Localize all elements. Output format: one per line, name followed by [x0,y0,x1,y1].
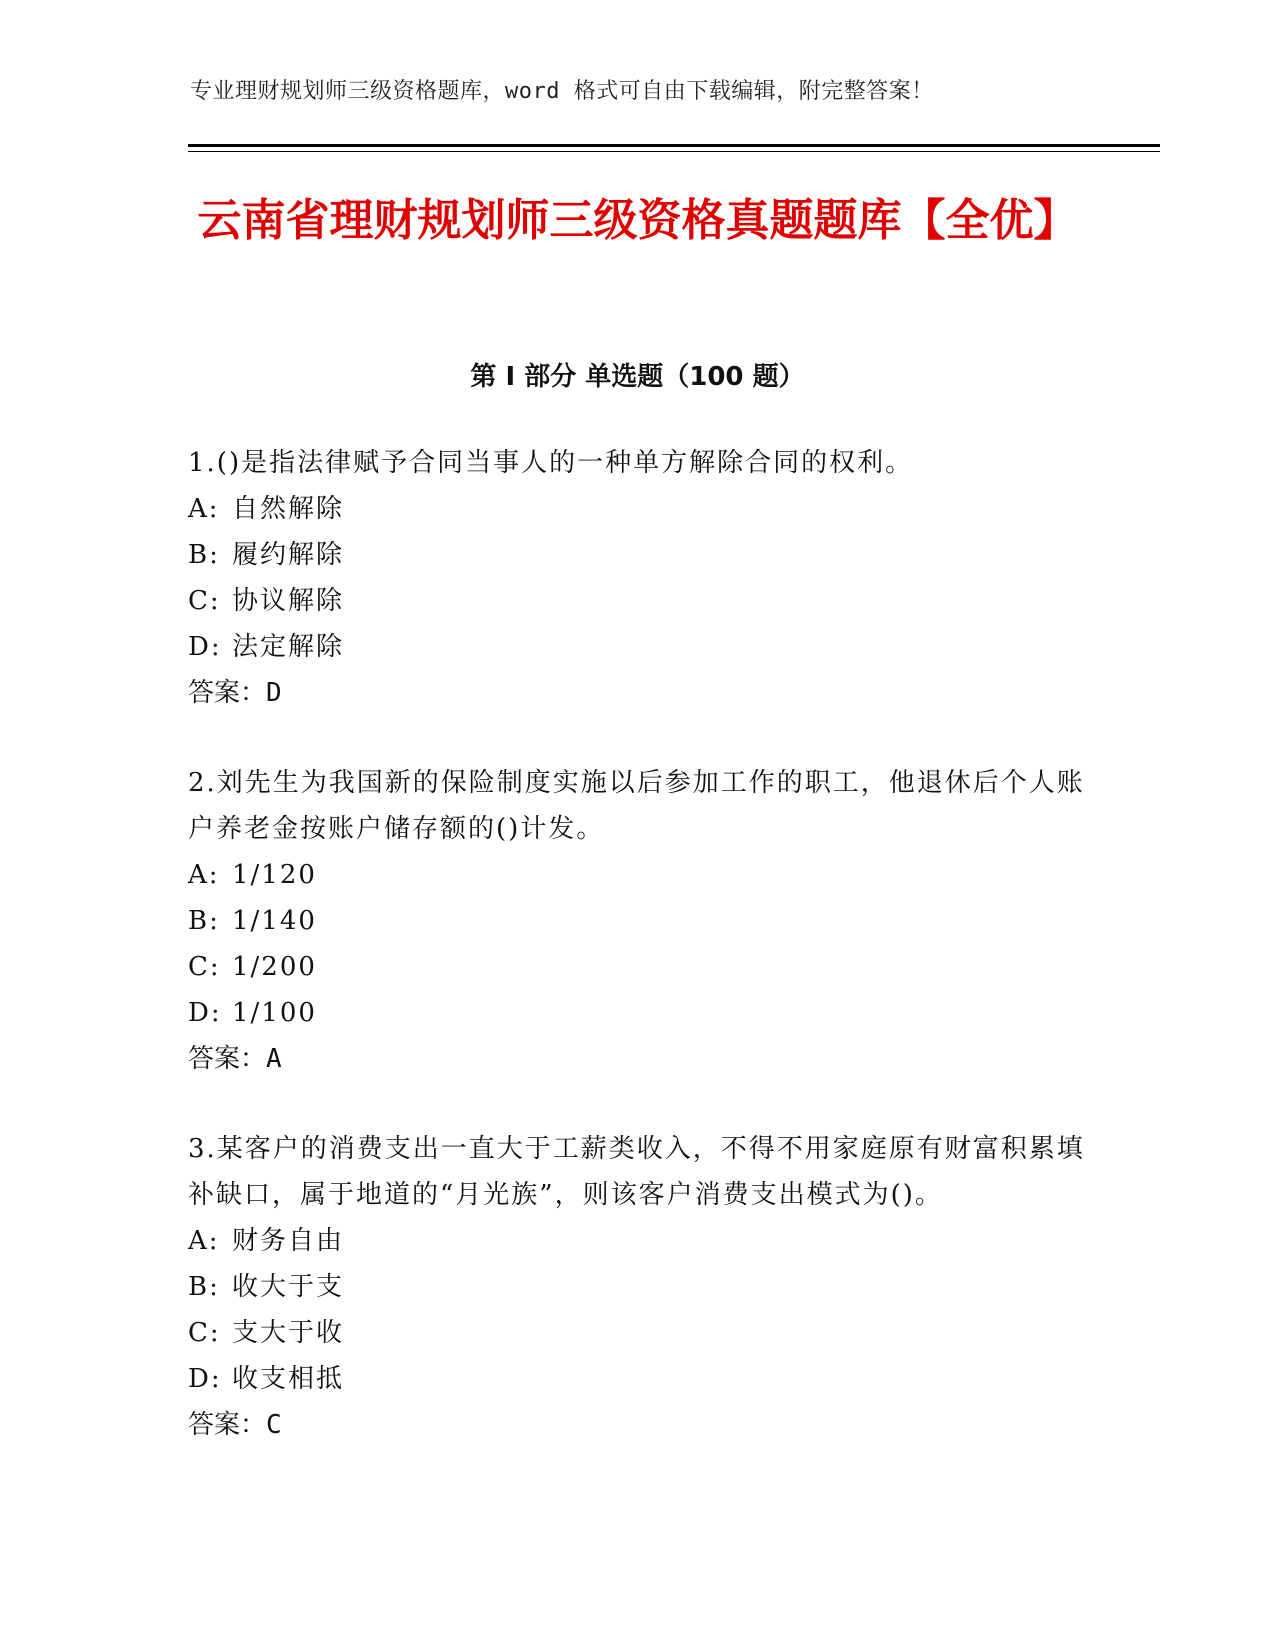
header-note: 专业理财规划师三级资格题库，word 格式可自由下载编辑，附完整答案！ [190,79,934,104]
option-text: 法定解除 [232,632,345,662]
option-c [188,1310,1088,1356]
question-stem: 3.某客户的消费支出一直大于工薪类收入，不得不用家庭原有财富积累填补缺口，属于地道的“月光族”，则该客户消费支出模式为()。 [188,1134,1085,1210]
question-list [188,440,1088,1492]
option-d [188,624,1088,670]
answer-line [188,1402,1088,1448]
option-text: 收大于支 [232,1272,345,1302]
option-text: 1/120 [232,860,317,890]
option-text: 支大于收 [232,1318,345,1348]
option-c [188,944,1088,990]
header-rule-thin [188,151,1160,152]
option-key: D: [188,632,222,662]
option-text: 履约解除 [232,540,345,570]
option-key: C: [188,952,221,982]
question-item [188,1126,1088,1448]
option-key: D: [188,998,222,1028]
option-key: D: [188,1364,222,1394]
answer-value: D [266,678,282,708]
option-b [188,1264,1088,1310]
option-text: 自然解除 [232,494,345,524]
option-key: C: [188,1318,221,1348]
answer-value: C [266,1410,282,1440]
option-text: 1/140 [232,906,317,936]
option-key: A: [188,1226,220,1256]
option-b [188,532,1088,578]
option-a [188,486,1088,532]
option-a [188,1218,1088,1264]
question-stem: 1.()是指法律赋予合同当事人的一种单方解除合同的权利。 [188,448,914,478]
option-text: 财务自由 [232,1226,345,1256]
document-title: 云南省理财规划师三级资格真题题库【全优】 [197,195,1078,246]
answer-line [188,670,1088,716]
option-text: 协议解除 [232,586,345,616]
header-rule-thick [188,144,1160,147]
section-heading: 第 I 部分 单选题（100 题） [470,362,805,392]
question-stem: 2.刘先生为我国新的保险制度实施以后参加工作的职工，他退休后个人账户养老金按账户储存额的()计发。 [188,768,1085,844]
answer-label: 答案： [188,1044,267,1074]
option-b [188,898,1088,944]
option-text: 1/200 [232,952,317,982]
option-text: 1/100 [232,998,317,1028]
option-a [188,852,1088,898]
option-d [188,990,1088,1036]
answer-label: 答案： [188,678,267,708]
option-key: B: [188,540,220,570]
option-key: B: [188,906,220,936]
answer-label: 答案： [188,1410,267,1440]
option-d [188,1356,1088,1402]
question-item [188,760,1088,1082]
option-c [188,578,1088,624]
option-key: A: [188,860,220,890]
option-key: C: [188,586,221,616]
option-text: 收支相抵 [232,1364,345,1394]
answer-line [188,1036,1088,1082]
answer-value: A [266,1044,282,1074]
option-key: A: [188,494,220,524]
question-item [188,440,1088,716]
option-key: B: [188,1272,220,1302]
